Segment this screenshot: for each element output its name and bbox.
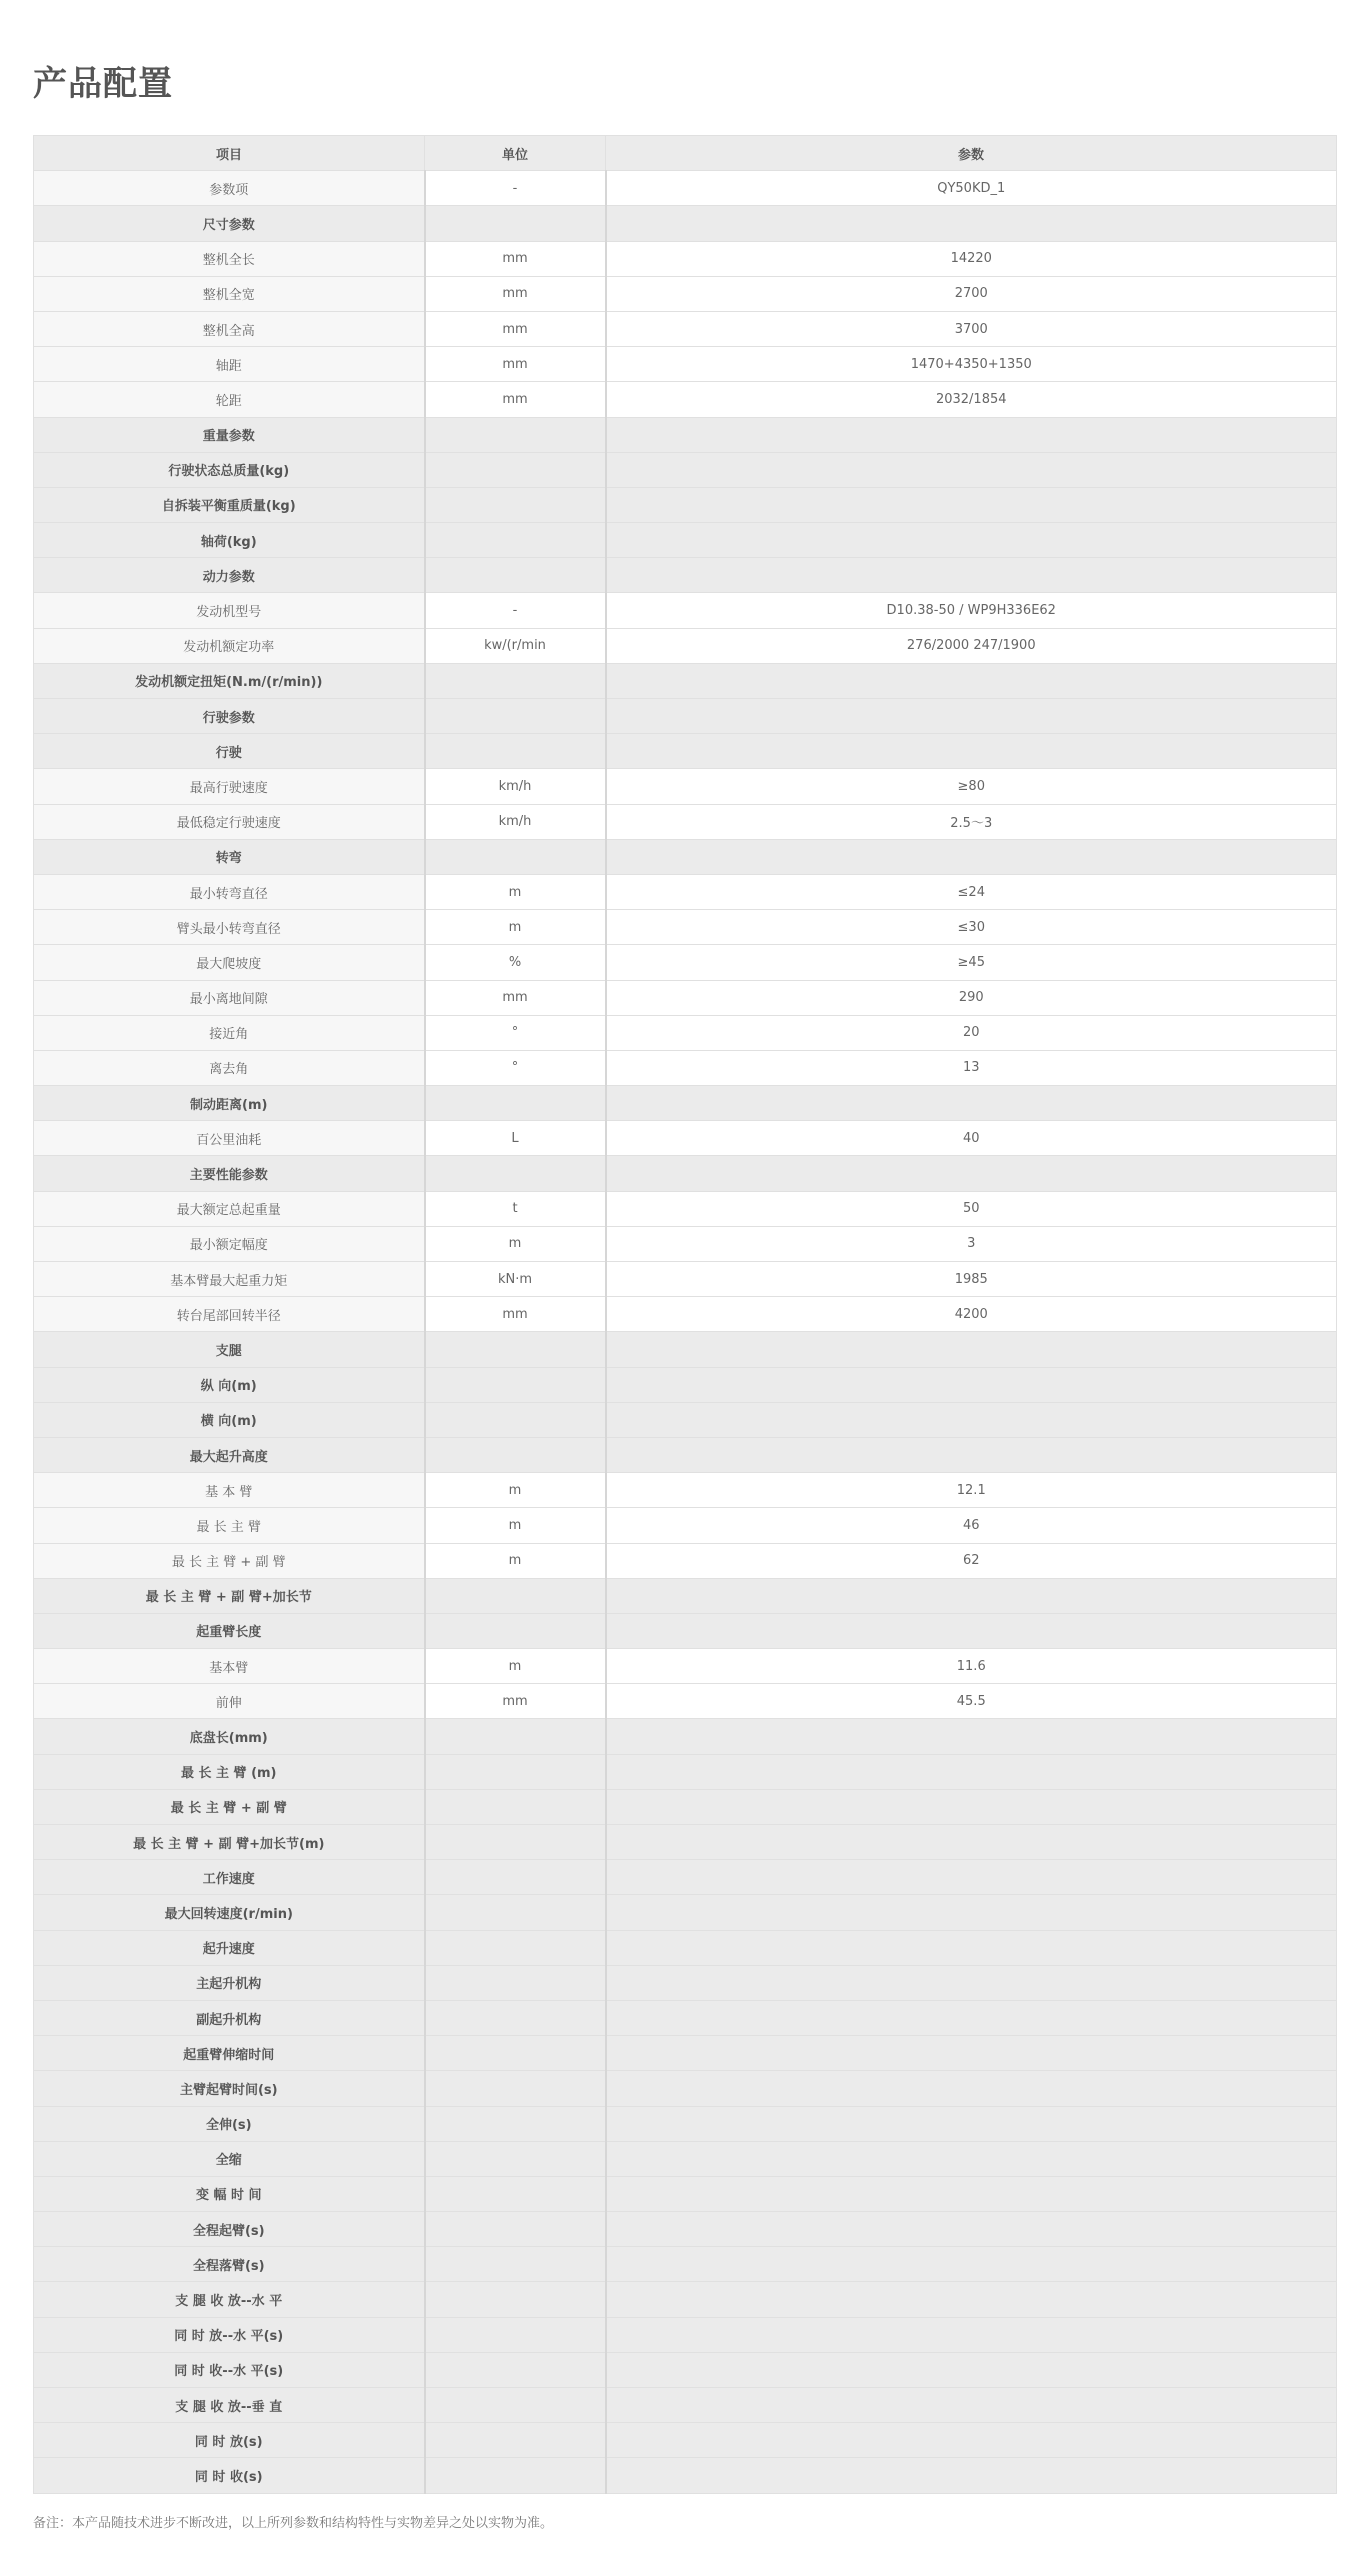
- cell-item: 最大回转速度(r/min): [34, 1895, 425, 1930]
- cell-value: 3: [606, 1226, 1337, 1261]
- cell-value: [606, 1402, 1337, 1437]
- cell-value: [606, 1965, 1337, 2000]
- table-row: [34, 1297, 1337, 1332]
- cell-item: 发动机型号: [34, 593, 425, 628]
- table-row: [34, 910, 1337, 945]
- footnote: 备注：本产品随技术进步不断改进，以上所列参数和结构特性与实物差异之处以实物为准。: [33, 2516, 554, 2531]
- cell-item: 最 长 主 臂 + 副 臂+加长节(m): [34, 1825, 425, 1860]
- cell-unit: [425, 1789, 606, 1824]
- cell-item: 全程落臂(s): [34, 2247, 425, 2282]
- cell-item: 行驶参数: [34, 699, 425, 734]
- cell-value: [606, 2458, 1337, 2493]
- cell-item: 离去角: [34, 1050, 425, 1085]
- cell-value: [606, 1437, 1337, 1472]
- cell-value: [606, 663, 1337, 698]
- cell-item: 动力参数: [34, 558, 425, 593]
- cell-value: ≥45: [606, 945, 1337, 980]
- section-row: [34, 2423, 1337, 2458]
- section-row: [34, 1965, 1337, 2000]
- table-row: [34, 347, 1337, 382]
- cell-item: 底盘长(mm): [34, 1719, 425, 1754]
- cell-item: 最小转弯直径: [34, 874, 425, 909]
- section-row: [34, 2282, 1337, 2317]
- section-row: [34, 2388, 1337, 2423]
- cell-value: [606, 1860, 1337, 1895]
- cell-unit: [425, 1332, 606, 1367]
- cell-value: [606, 2000, 1337, 2035]
- section-row: [34, 487, 1337, 522]
- cell-unit: mm: [425, 382, 606, 417]
- cell-value: 11.6: [606, 1649, 1337, 1684]
- cell-item: 最大爬坡度: [34, 945, 425, 980]
- cell-item: 横 向(m): [34, 1402, 425, 1437]
- cell-unit: mm: [425, 276, 606, 311]
- table-row: [34, 1649, 1337, 1684]
- cell-unit: [425, 2423, 606, 2458]
- table-row: [34, 1191, 1337, 1226]
- cell-unit: m: [425, 874, 606, 909]
- table-row: [34, 945, 1337, 980]
- cell-unit: [425, 839, 606, 874]
- cell-unit: [425, 663, 606, 698]
- cell-value: 290: [606, 980, 1337, 1015]
- section-row: [34, 1367, 1337, 1402]
- cell-unit: kw/(r/min: [425, 628, 606, 663]
- cell-value: ≤24: [606, 874, 1337, 909]
- cell-value: [606, 2212, 1337, 2247]
- cell-value: [606, 1754, 1337, 1789]
- cell-unit: [425, 2317, 606, 2352]
- cell-item: 同 时 放(s): [34, 2423, 425, 2458]
- cell-value: [606, 2176, 1337, 2211]
- section-row: [34, 2352, 1337, 2387]
- cell-item: 支 腿 收 放--水 平: [34, 2282, 425, 2317]
- cell-value: 50: [606, 1191, 1337, 1226]
- cell-item: 同 时 收(s): [34, 2458, 425, 2493]
- section-row: [34, 1825, 1337, 1860]
- section-row: [34, 417, 1337, 452]
- cell-value: [606, 558, 1337, 593]
- table-row: [34, 241, 1337, 276]
- cell-unit: m: [425, 1226, 606, 1261]
- cell-item: 自拆装平衡重质量(kg): [34, 487, 425, 522]
- cell-value: [606, 2106, 1337, 2141]
- section-row: [34, 1086, 1337, 1121]
- cell-unit: [425, 2000, 606, 2035]
- cell-value: 3700: [606, 311, 1337, 346]
- cell-item: 最 长 主 臂: [34, 1508, 425, 1543]
- table-row: [34, 1473, 1337, 1508]
- section-row: [34, 2071, 1337, 2106]
- table-row: [34, 1050, 1337, 1085]
- cell-unit: [425, 452, 606, 487]
- cell-item: 最大起升高度: [34, 1437, 425, 1472]
- cell-value: D10.38-50 / WP9H336E62: [606, 593, 1337, 628]
- cell-value: [606, 1332, 1337, 1367]
- cell-item: 同 时 收--水 平(s): [34, 2352, 425, 2387]
- cell-value: [606, 1578, 1337, 1613]
- section-row: [34, 2317, 1337, 2352]
- section-row: [34, 1754, 1337, 1789]
- cell-unit: mm: [425, 980, 606, 1015]
- cell-item: 主臂起臂时间(s): [34, 2071, 425, 2106]
- cell-unit: [425, 417, 606, 452]
- cell-unit: [425, 558, 606, 593]
- cell-item: 制动距离(m): [34, 1086, 425, 1121]
- cell-value: [606, 2352, 1337, 2387]
- section-row: [34, 1156, 1337, 1191]
- section-row: [34, 1895, 1337, 1930]
- cell-unit: °: [425, 1015, 606, 1050]
- cell-value: 2.5～3: [606, 804, 1337, 839]
- table-row: [34, 593, 1337, 628]
- spec-table-header: [34, 136, 1337, 171]
- cell-item: 发动机额定功率: [34, 628, 425, 663]
- section-row: [34, 1930, 1337, 1965]
- table-row: [34, 1262, 1337, 1297]
- table-row: [34, 276, 1337, 311]
- cell-value: [606, 699, 1337, 734]
- table-row: [34, 1226, 1337, 1261]
- cell-item: 臂头最小转弯直径: [34, 910, 425, 945]
- cell-item: 转台尾部回转半径: [34, 1297, 425, 1332]
- cell-unit: [425, 1578, 606, 1613]
- cell-value: 2700: [606, 276, 1337, 311]
- cell-unit: [425, 2106, 606, 2141]
- cell-unit: [425, 734, 606, 769]
- cell-unit: mm: [425, 241, 606, 276]
- cell-unit: mm: [425, 311, 606, 346]
- section-row: [34, 2176, 1337, 2211]
- cell-value: 20: [606, 1015, 1337, 1050]
- section-row: [34, 1332, 1337, 1367]
- cell-unit: [425, 206, 606, 241]
- cell-unit: [425, 523, 606, 558]
- section-row: [34, 1402, 1337, 1437]
- cell-unit: m: [425, 910, 606, 945]
- cell-unit: mm: [425, 1684, 606, 1719]
- cell-value: [606, 2423, 1337, 2458]
- spec-table-body: [34, 171, 1337, 2493]
- section-row: [34, 734, 1337, 769]
- cell-value: 2032/1854: [606, 382, 1337, 417]
- cell-item: 转弯: [34, 839, 425, 874]
- cell-value: [606, 1895, 1337, 1930]
- cell-value: ≤30: [606, 910, 1337, 945]
- cell-value: 40: [606, 1121, 1337, 1156]
- cell-value: 1470+4350+1350: [606, 347, 1337, 382]
- cell-unit: [425, 2212, 606, 2247]
- cell-item: 最 长 主 臂 (m): [34, 1754, 425, 1789]
- cell-item: 整机全长: [34, 241, 425, 276]
- cell-item: 尺寸参数: [34, 206, 425, 241]
- cell-item: 全程起臂(s): [34, 2212, 425, 2247]
- cell-item: 轮距: [34, 382, 425, 417]
- cell-item: 整机全高: [34, 311, 425, 346]
- section-row: [34, 2247, 1337, 2282]
- table-row: [34, 1015, 1337, 1050]
- cell-unit: °: [425, 1050, 606, 1085]
- table-row: [34, 874, 1337, 909]
- cell-value: 62: [606, 1543, 1337, 1578]
- cell-item: 最大额定总起重量: [34, 1191, 425, 1226]
- cell-item: 最 长 主 臂 + 副 臂: [34, 1789, 425, 1824]
- cell-item: 同 时 放--水 平(s): [34, 2317, 425, 2352]
- section-row: [34, 1613, 1337, 1648]
- table-row: [34, 1684, 1337, 1719]
- table-row: [34, 980, 1337, 1015]
- section-row: [34, 558, 1337, 593]
- cell-item: 最高行驶速度: [34, 769, 425, 804]
- section-row: [34, 663, 1337, 698]
- header-row: [34, 136, 1337, 171]
- cell-value: 1985: [606, 1262, 1337, 1297]
- cell-unit: [425, 1825, 606, 1860]
- cell-value: 4200: [606, 1297, 1337, 1332]
- cell-unit: [425, 699, 606, 734]
- header-value: 参数: [606, 136, 1337, 171]
- section-row: [34, 1719, 1337, 1754]
- cell-item: 基本臂: [34, 1649, 425, 1684]
- cell-value: [606, 2036, 1337, 2071]
- cell-item: 工作速度: [34, 1860, 425, 1895]
- table-row: [34, 1121, 1337, 1156]
- cell-value: 14220: [606, 241, 1337, 276]
- cell-item: 主要性能参数: [34, 1156, 425, 1191]
- cell-item: 副起升机构: [34, 2000, 425, 2035]
- table-row: [34, 1508, 1337, 1543]
- section-row: [34, 2106, 1337, 2141]
- cell-value: [606, 2388, 1337, 2423]
- cell-value: ≥80: [606, 769, 1337, 804]
- cell-unit: km/h: [425, 804, 606, 839]
- cell-unit: kN·m: [425, 1262, 606, 1297]
- cell-unit: L: [425, 1121, 606, 1156]
- cell-unit: m: [425, 1543, 606, 1578]
- cell-value: 46: [606, 1508, 1337, 1543]
- cell-item: 主起升机构: [34, 1965, 425, 2000]
- section-row: [34, 523, 1337, 558]
- cell-unit: [425, 1719, 606, 1754]
- cell-unit: [425, 1930, 606, 1965]
- section-row: [34, 1789, 1337, 1824]
- cell-unit: [425, 2388, 606, 2423]
- cell-unit: [425, 2352, 606, 2387]
- section-row: [34, 2141, 1337, 2176]
- table-row: [34, 769, 1337, 804]
- cell-item: 起升速度: [34, 1930, 425, 1965]
- section-row: [34, 206, 1337, 241]
- cell-value: QY50KD_1: [606, 171, 1337, 206]
- cell-value: 45.5: [606, 1684, 1337, 1719]
- cell-value: [606, 2141, 1337, 2176]
- cell-value: [606, 2247, 1337, 2282]
- section-row: [34, 699, 1337, 734]
- cell-unit: [425, 487, 606, 522]
- cell-unit: [425, 2247, 606, 2282]
- cell-unit: -: [425, 171, 606, 206]
- cell-value: 13: [606, 1050, 1337, 1085]
- cell-item: 支 腿 收 放--垂 直: [34, 2388, 425, 2423]
- cell-value: [606, 2071, 1337, 2106]
- table-row: [34, 171, 1337, 206]
- cell-item: 最 长 主 臂 + 副 臂+加长节: [34, 1578, 425, 1613]
- cell-value: [606, 1156, 1337, 1191]
- cell-item: 轴距: [34, 347, 425, 382]
- section-row: [34, 2212, 1337, 2247]
- cell-item: 支腿: [34, 1332, 425, 1367]
- cell-item: 基 本 臂: [34, 1473, 425, 1508]
- cell-unit: [425, 1895, 606, 1930]
- cell-unit: m: [425, 1649, 606, 1684]
- cell-unit: km/h: [425, 769, 606, 804]
- cell-unit: [425, 1754, 606, 1789]
- cell-value: [606, 206, 1337, 241]
- cell-unit: [425, 1156, 606, 1191]
- section-row: [34, 1578, 1337, 1613]
- cell-item: 前伸: [34, 1684, 425, 1719]
- cell-unit: [425, 2071, 606, 2106]
- cell-item: 起重臂伸缩时间: [34, 2036, 425, 2071]
- cell-unit: [425, 1860, 606, 1895]
- cell-item: 全缩: [34, 2141, 425, 2176]
- cell-value: [606, 2282, 1337, 2317]
- cell-value: [606, 2317, 1337, 2352]
- cell-value: 276/2000 247/1900: [606, 628, 1337, 663]
- cell-unit: [425, 2141, 606, 2176]
- cell-item: 接近角: [34, 1015, 425, 1050]
- cell-item: 最小离地间隙: [34, 980, 425, 1015]
- cell-unit: [425, 1613, 606, 1648]
- cell-item: 行驶状态总质量(kg): [34, 452, 425, 487]
- cell-value: [606, 1613, 1337, 1648]
- table-row: [34, 311, 1337, 346]
- table-row: [34, 1543, 1337, 1578]
- cell-item: 参数项: [34, 171, 425, 206]
- cell-unit: [425, 1965, 606, 2000]
- cell-unit: t: [425, 1191, 606, 1226]
- cell-value: [606, 1086, 1337, 1121]
- cell-item: 最 长 主 臂 + 副 臂: [34, 1543, 425, 1578]
- cell-unit: %: [425, 945, 606, 980]
- cell-item: 基本臂最大起重力矩: [34, 1262, 425, 1297]
- cell-item: 变 幅 时 间: [34, 2176, 425, 2211]
- cell-unit: [425, 2282, 606, 2317]
- section-row: [34, 1437, 1337, 1472]
- cell-unit: m: [425, 1473, 606, 1508]
- cell-item: 起重臂长度: [34, 1613, 425, 1648]
- section-row: [34, 2458, 1337, 2493]
- section-row: [34, 839, 1337, 874]
- cell-value: [606, 1719, 1337, 1754]
- cell-value: [606, 1367, 1337, 1402]
- cell-item: 纵 向(m): [34, 1367, 425, 1402]
- cell-item: 全伸(s): [34, 2106, 425, 2141]
- cell-value: [606, 734, 1337, 769]
- cell-value: [606, 1930, 1337, 1965]
- cell-unit: [425, 2176, 606, 2211]
- table-row: [34, 804, 1337, 839]
- cell-item: 轴荷(kg): [34, 523, 425, 558]
- cell-item: 整机全宽: [34, 276, 425, 311]
- cell-item: 最小额定幅度: [34, 1226, 425, 1261]
- header-item: 项目: [34, 136, 425, 171]
- section-row: [34, 2036, 1337, 2071]
- cell-item: 行驶: [34, 734, 425, 769]
- cell-value: [606, 417, 1337, 452]
- section-row: [34, 1860, 1337, 1895]
- cell-unit: -: [425, 593, 606, 628]
- cell-unit: m: [425, 1508, 606, 1543]
- section-row: [34, 452, 1337, 487]
- cell-unit: mm: [425, 1297, 606, 1332]
- cell-value: [606, 523, 1337, 558]
- cell-value: [606, 452, 1337, 487]
- cell-item: 最低稳定行驶速度: [34, 804, 425, 839]
- cell-unit: [425, 2458, 606, 2493]
- spec-table: [33, 135, 1337, 2494]
- page-title: 产品配置: [33, 64, 173, 104]
- cell-item: 重量参数: [34, 417, 425, 452]
- table-row: [34, 628, 1337, 663]
- header-unit: 单位: [425, 136, 606, 171]
- table-row: [34, 382, 1337, 417]
- cell-item: 百公里油耗: [34, 1121, 425, 1156]
- cell-unit: mm: [425, 347, 606, 382]
- cell-value: [606, 1789, 1337, 1824]
- section-row: [34, 2000, 1337, 2035]
- cell-unit: [425, 1367, 606, 1402]
- cell-unit: [425, 1402, 606, 1437]
- cell-unit: [425, 1086, 606, 1121]
- cell-value: 12.1: [606, 1473, 1337, 1508]
- cell-value: [606, 487, 1337, 522]
- cell-unit: [425, 2036, 606, 2071]
- cell-value: [606, 839, 1337, 874]
- cell-unit: [425, 1437, 606, 1472]
- cell-item: 发动机额定扭矩(N.m/(r/min)): [34, 663, 425, 698]
- cell-value: [606, 1825, 1337, 1860]
